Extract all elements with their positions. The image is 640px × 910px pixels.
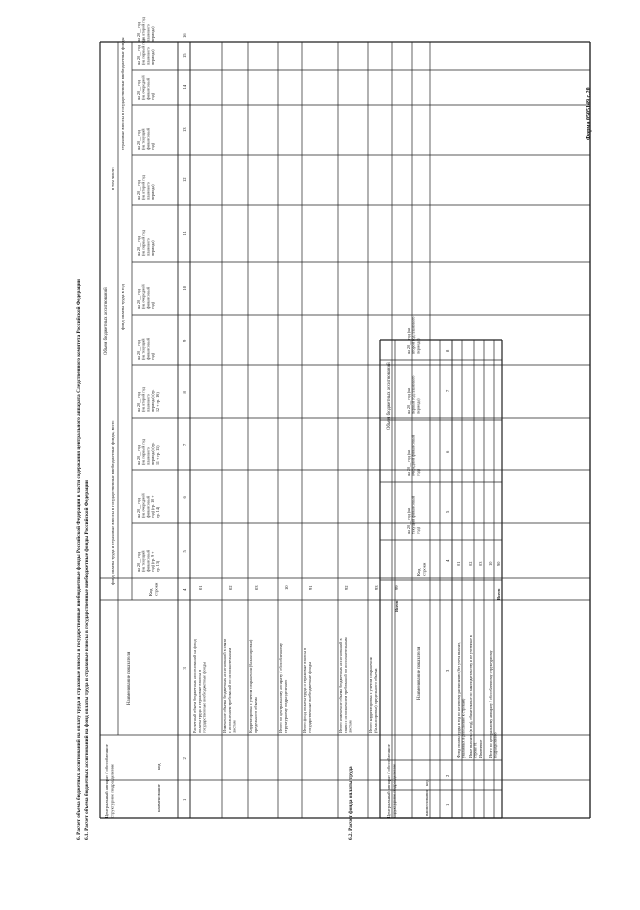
table2-year-col-1-line: на 20__ год (на xyxy=(406,507,411,534)
table1-unit-header-line: структурное подразделение xyxy=(109,763,115,818)
table1-year-col-12-line: планового xyxy=(145,24,151,42)
table2-year-col-3 xyxy=(406,376,420,414)
table1-col-number-line: 1 xyxy=(182,798,187,801)
table1-col-number-line: 15 xyxy=(182,53,187,58)
table1-col-number-line: 9 xyxy=(182,339,187,342)
table1-year-col-9-line: финансовый xyxy=(145,128,151,150)
table1-col-number xyxy=(182,798,187,801)
table1-year-col-7-line: на 20__ год xyxy=(136,236,141,256)
table1-col-number xyxy=(182,588,187,591)
table1-row-name xyxy=(192,639,207,733)
table2-year-col-2-line: год) xyxy=(415,469,421,476)
table1-col-number-line: 5 xyxy=(182,550,187,553)
table1-year-col-6 xyxy=(136,284,155,309)
table2-col-number-line: 4 xyxy=(445,559,450,562)
table1-row-name xyxy=(302,648,312,733)
table1-year-col-8-line: периода) xyxy=(150,184,156,200)
table1-year-col-3-line: на 20__ год xyxy=(136,445,141,465)
table2-col-number xyxy=(445,349,450,352)
table1-year-col-1-line: гр. 13) xyxy=(154,560,160,572)
table1-col-number xyxy=(182,443,187,446)
table1-fot-total-header xyxy=(110,420,116,585)
table1-year-col-8 xyxy=(136,175,155,200)
table1-row-code xyxy=(198,585,203,590)
section-6-1-title-line: 6.1. Расчет объема бюджетных ассигнований на фонд оплаты труда и страховые взносы в государственные внебюджетные фонды Российской Федерации xyxy=(84,480,90,840)
section-6-2-title xyxy=(347,766,354,840)
table1-row-code xyxy=(308,585,313,590)
table2-line-code-header-line: Код xyxy=(416,568,421,576)
table1-col-code-line: код xyxy=(156,763,161,770)
table2-col-number xyxy=(445,774,450,777)
table1-col-number xyxy=(182,391,187,394)
table1-col-number-line: 10 xyxy=(182,285,187,291)
table2-row-name-line: Итого по центральному аппарату / обособленному структурному xyxy=(489,650,493,758)
table1-row-name-line: Корректировка с учетом сохранения (балансировки) xyxy=(248,639,253,733)
table1-year-col-7 xyxy=(136,230,155,256)
table2-indicator-header xyxy=(417,646,422,700)
form-code xyxy=(586,87,592,140)
table1-year-col-4-line: (на второй год xyxy=(140,387,146,412)
table1-year-col-9-line: (на текущий xyxy=(140,128,146,150)
table1-row-code xyxy=(254,585,259,590)
table2-col-number xyxy=(445,669,450,672)
table2-unit-header-line: структурное подразделение xyxy=(391,763,397,818)
table2-col-number-line: 5 xyxy=(445,510,450,513)
table1-year-col-3-line: 11 + гр. 15) xyxy=(154,445,160,465)
table1-col-number xyxy=(182,550,187,553)
table2-indicator-header-line: Наименование показателя xyxy=(417,646,422,700)
table1-indicator-header xyxy=(127,651,132,705)
table1-row-code xyxy=(228,585,233,590)
table1-col-number xyxy=(182,33,187,38)
table1-row-code-line: 03 xyxy=(254,585,259,590)
table1-year-col-1-line: на 20__ год xyxy=(136,552,141,572)
table2-year-col-2-line: на 20__ год (на xyxy=(406,449,411,476)
table1-row-name xyxy=(278,642,288,733)
table1-contrib-header xyxy=(120,38,125,150)
table2-year-col-3-line: на 20__ год (на xyxy=(406,387,411,414)
table1-col-number-line: 4 xyxy=(182,588,187,591)
table1-col-number xyxy=(182,285,187,290)
table2-year-col-4-line: периода) xyxy=(415,338,421,354)
table1-year-col-4 xyxy=(136,387,160,412)
table2-row-name xyxy=(489,650,497,758)
table1-row-name-line: Расчетный объем бюджетных ассигнований на фонд xyxy=(192,639,197,733)
table2-row-name xyxy=(457,642,465,758)
table1-row-code xyxy=(374,585,379,590)
table1-year-col-5-line: финансовый xyxy=(145,338,151,360)
table2-budget-header-line: Объем бюджетных ассигнований xyxy=(387,362,392,430)
table1-year-col-5-line: (на текущий xyxy=(140,338,146,360)
table2-row-code xyxy=(478,561,483,566)
table1-col-number-line: 2 xyxy=(182,757,187,760)
table2-year-col-1 xyxy=(406,495,420,534)
table2-col-number-line: 3 xyxy=(445,669,450,672)
table1-year-col-6-line: год) xyxy=(150,302,156,309)
table1-year-col-12-line: (на второй год xyxy=(140,17,146,42)
table1-row-code-line: 02 xyxy=(228,585,233,590)
form-code-line: Форма 0505149 с.20 xyxy=(586,87,592,140)
table1-row-code xyxy=(284,585,289,590)
table2-total-code-line: 90 xyxy=(496,561,501,566)
table1-row-name-line: Итого корректировка с учетом сохранения xyxy=(368,657,373,733)
table2-total-label-line: Всего xyxy=(496,588,501,600)
table2-line-code-header-line: строки xyxy=(421,562,427,576)
table1-year-col-10-line: (на очередной xyxy=(140,75,146,100)
table1-year-col-11-line: планового xyxy=(145,47,151,65)
table2-col-name-line: наименование xyxy=(424,789,429,816)
table2-year-col-2 xyxy=(406,434,420,476)
table2-col-code xyxy=(424,779,429,786)
table1-col-number-line: 8 xyxy=(182,391,187,394)
table1-year-col-3-line: периода) (гр. xyxy=(150,442,156,465)
table2-row-code-line: 01 xyxy=(456,561,461,566)
section-6-1-title xyxy=(83,480,90,840)
table1-year-col-9-line: год) xyxy=(150,143,156,150)
table2-col-name xyxy=(424,789,429,816)
table1-row-code xyxy=(344,585,349,590)
table1-contrib-header-line: страховые взносы в государственные внебюджетные фонды xyxy=(120,37,125,150)
table1-unit-header xyxy=(104,744,114,818)
table1-year-col-8-line: (на второй год xyxy=(140,175,146,200)
table1-year-col-11-line: (на первый год xyxy=(140,39,146,65)
table2-year-col-3-line: первый год планового xyxy=(410,375,416,414)
table2-total-label xyxy=(496,588,501,600)
table1-row-name xyxy=(222,638,237,733)
table2-col-number-line: 1 xyxy=(445,803,450,806)
table1-col-number-line: 6 xyxy=(182,496,187,499)
table1-row-name-line: с исполнением требований по исполнительным xyxy=(226,648,232,733)
table1-year-col-2 xyxy=(136,493,160,518)
table1-year-col-1-line: год) (гр. 9 + xyxy=(150,551,156,572)
table1-total-code-line: 99 xyxy=(394,585,399,590)
table1-line-code-header-line: строки xyxy=(153,582,159,596)
table1-row-name-line: листам xyxy=(347,720,353,733)
table1-row-name-line: (балансировки) предельного объема xyxy=(372,668,378,733)
table2-col-number xyxy=(445,389,450,392)
table2-col-number xyxy=(445,510,450,513)
table1-year-col-2-line: финансовый xyxy=(145,496,151,518)
table1-row-code-line: 01 xyxy=(198,585,203,590)
table2-year-col-4-line: на 20__ год (на xyxy=(406,327,411,354)
table1-col-number-line: 14 xyxy=(182,84,187,90)
table1-col-number xyxy=(182,339,187,342)
table1-row-name xyxy=(368,657,378,733)
table1-year-col-2-line: гр. 14) xyxy=(154,506,160,518)
table1-unit-header-line: Центральный аппарат / обособленное xyxy=(104,744,109,818)
table2-row-name-line: Фонд оплаты труда в год по штатному расписанию (без учета выплат, xyxy=(457,642,461,758)
table1-col-name xyxy=(156,784,161,812)
table2-row-name xyxy=(479,740,483,758)
table2-total-code xyxy=(496,561,501,566)
table2-year-col-4-line: второй год планового xyxy=(410,316,416,354)
table1-year-col-10-line: на 20__ год xyxy=(136,80,141,100)
table1-fot-total-header-line: фонд оплаты труда и страховые взносы в государственные внебюджетные фонды, всего xyxy=(110,420,115,585)
table2-row-name-line: подразделению xyxy=(493,732,498,758)
table2-col-number-line: 8 xyxy=(445,349,450,352)
table1-year-col-4-line: на 20__ год xyxy=(136,392,141,412)
table1-row-name-line: листам xyxy=(231,720,237,733)
table1-col-name-line: наименование xyxy=(156,784,161,812)
table1-col-number xyxy=(182,757,187,760)
table1-col-number xyxy=(182,84,187,89)
table1-year-col-2-line: (на очередной xyxy=(140,493,146,518)
table2-row-code xyxy=(488,561,493,566)
table1-row-code-line: 93 xyxy=(374,585,379,590)
table2-budget-header xyxy=(387,362,392,430)
table1-col-code xyxy=(156,763,161,770)
table1-year-col-8-line: на 20__ год xyxy=(136,180,141,200)
table1-year-col-1-line: финансовый xyxy=(145,550,151,572)
table1-year-col-4-line: периода) (гр. xyxy=(150,389,156,412)
table1-year-col-10-line: финансовый xyxy=(145,78,151,100)
table2-year-col-3-line: периода) xyxy=(415,398,421,414)
table1-indicator-header-line: Наименование показателя xyxy=(127,651,132,705)
table1-fot-header-line: фонд оплаты труда в год xyxy=(120,284,125,330)
table1-row-name-line: государственные внебюджетные фонды xyxy=(306,662,312,733)
table1-fot-header xyxy=(120,284,125,330)
table1-year-col-1-line: (на текущий xyxy=(140,550,146,572)
table1-line-code-header xyxy=(148,582,158,596)
table1-year-col-11-line: периода) xyxy=(150,49,156,65)
table1-row-name-line: Итого изменение объема бюджетных ассигнований в xyxy=(338,638,343,733)
table1-row-name-line: оплаты труда и страховые взносы в xyxy=(196,669,202,733)
table1-row-name-line: государственные внебюджетные фонды xyxy=(201,662,207,733)
table1-col-number xyxy=(182,53,187,58)
table2-col-number xyxy=(445,450,450,453)
table1-col-number-line: 12 xyxy=(182,177,187,182)
table1-row-name-line: структурному подразделению xyxy=(282,679,288,733)
table2-row-name-line: строке 01 xyxy=(473,742,478,758)
table2-col-number-line: 7 xyxy=(445,389,450,392)
table1-col-number-line: 16 xyxy=(182,33,187,38)
table2-col-number-line: 2 xyxy=(445,774,450,777)
table2-col-number xyxy=(445,559,450,562)
table1-row-name xyxy=(338,637,353,733)
table2-year-col-1-line: текущий финансовый xyxy=(410,496,416,534)
table1-col-number xyxy=(182,127,187,132)
table1-total-label-line: Всего xyxy=(394,600,399,612)
table1-year-col-2-line: год) (гр. 10 + xyxy=(150,495,156,518)
table1-col-number-line: 11 xyxy=(182,231,187,236)
table1-year-col-12 xyxy=(136,17,155,42)
table1-year-col-2-line: на 20__ год xyxy=(136,498,141,518)
table1-col-number-line: 7 xyxy=(182,443,187,446)
table2-row-code-line: 02 xyxy=(468,561,473,566)
table1-col-number xyxy=(182,667,187,670)
table1-col-number xyxy=(182,177,187,182)
table1-year-col-3 xyxy=(136,439,160,465)
table1-row-name-line: предельного объема xyxy=(252,697,258,733)
table1-row-name-line: Итого фонд оплаты труда и страховые взносы в xyxy=(302,648,307,733)
table1-year-col-5 xyxy=(136,337,155,360)
table2-line-code-header xyxy=(416,562,426,576)
table1-year-col-8-line: планового xyxy=(145,182,151,200)
table1-year-col-12-line: периода) xyxy=(150,26,156,42)
table1-year-col-1 xyxy=(136,549,160,572)
table2-col-number-line: 6 xyxy=(445,450,450,453)
table1-in-that xyxy=(110,167,115,190)
table1-year-col-6-line: финансовый xyxy=(145,287,151,309)
table1-budget-header xyxy=(104,287,109,355)
table1-year-col-7-line: периода) xyxy=(150,240,156,256)
section-6-title-line: 6. Расчет объема бюджетных ассигнований на оплату труда и страховые взносы в государственные внебюджетные фонды Российской Федерации в части содержания центрального аппарата Следственного комитета Российской Федерации xyxy=(76,279,82,840)
table1-year-col-11-line: на 20__ год xyxy=(136,45,141,65)
table2-unit-header-line: Центральный аппарат / обособленное xyxy=(386,744,391,818)
table1-row-name-line: Итого по центральному аппарату / обособленному xyxy=(278,643,283,733)
table1-budget-header-line: Объем бюджетных ассигнований xyxy=(104,287,109,355)
table2-row-code-line: 10 xyxy=(488,561,493,566)
table1-year-col-5-line: год) xyxy=(150,353,156,360)
table1-row-name-line: Изменение объема бюджетных ассигнований в связи xyxy=(222,638,227,733)
table1-row-code-line: 10 xyxy=(284,585,289,590)
table2-row-code xyxy=(456,562,461,566)
table2-row-code-line: 03 xyxy=(478,561,483,566)
table1-year-col-10 xyxy=(136,75,155,100)
table1-year-col-10-line: год) xyxy=(150,93,156,100)
table1-col-number xyxy=(182,230,187,235)
table2-year-col-1-line: год) xyxy=(415,527,421,534)
table1-year-col-12-line: на 20__ год xyxy=(136,22,141,42)
table2-year-col-2-line: очередной финансовый xyxy=(410,435,416,476)
table2-col-code-line: код xyxy=(424,779,429,786)
table1-year-col-6-line: (на очередной xyxy=(140,284,146,309)
table1-year-col-6-line: на 20__ год xyxy=(136,289,141,309)
table1-year-col-9-line: на 20__ год xyxy=(136,130,141,150)
table1-year-col-3-line: (на первый год xyxy=(140,439,146,465)
table2-year-col-4 xyxy=(406,317,420,354)
table1-year-col-3-line: планового xyxy=(145,447,151,465)
table2-row-name xyxy=(469,635,477,758)
table1-year-col-9 xyxy=(136,127,155,150)
table1-year-col-4-line: 12 + гр. 16) xyxy=(154,392,160,412)
table2-row-name-line: Изменение xyxy=(479,739,483,758)
table2-row-code xyxy=(468,562,473,566)
table1-year-col-4-line: планового xyxy=(145,394,151,412)
table1-row-name-line: связи с исполнением требований по исполнительным xyxy=(342,637,348,733)
table1-row-code-line: 92 xyxy=(344,585,349,590)
table1-col-number-line: 3 xyxy=(182,667,187,670)
table1-row-code-line: 91 xyxy=(308,585,313,590)
section-6-title xyxy=(75,279,82,840)
table1-line-code-header-line: Код xyxy=(148,588,153,596)
table1-year-col-7-line: планового xyxy=(145,238,151,256)
table1-col-number-line: 13 xyxy=(182,127,187,132)
table1-col-number xyxy=(182,496,187,499)
table2-col-number xyxy=(445,803,450,806)
table2-row-name-line: указанных в дополнение к строкам) xyxy=(461,698,466,758)
table1-year-col-7-line: (на первый год xyxy=(140,230,146,256)
table1-row-name xyxy=(248,639,258,733)
section-6-2-title-line: 6.2. Расчет фонда оплаты труда xyxy=(348,766,354,840)
table2-row-name-line: Иные выплаты (в год), обязательные по законодательству и не учтенные в xyxy=(469,635,473,758)
table1-year-col-5-line: на 20__ год xyxy=(136,340,141,360)
table1-in-that-line: в том числе: xyxy=(110,167,115,190)
